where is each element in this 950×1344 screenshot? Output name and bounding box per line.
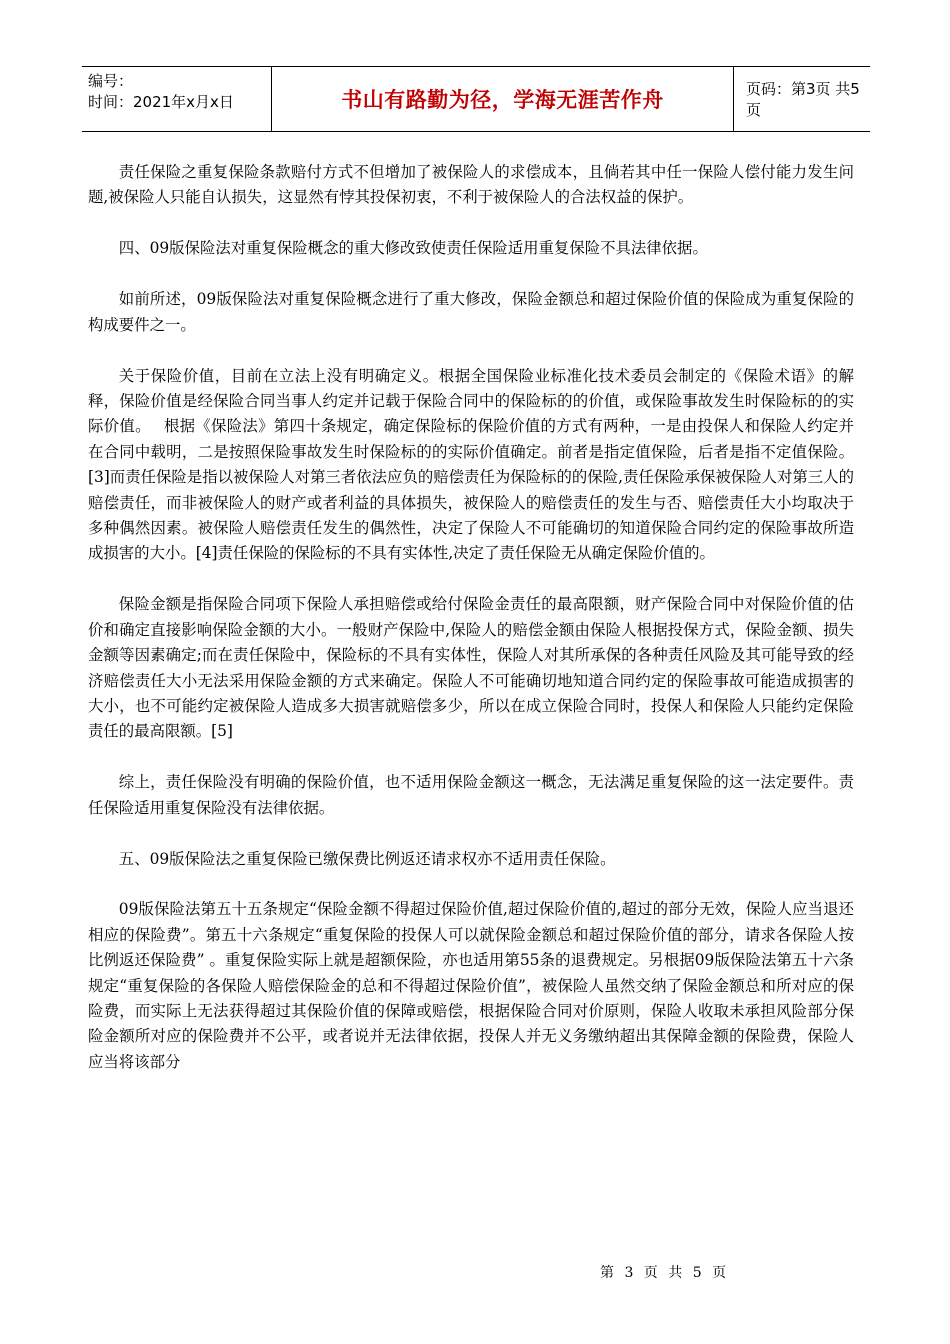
page-footer: 第 3 页 共 5 页 bbox=[600, 1265, 730, 1281]
section-heading: 五、09版保险法之重复保险已缴保费比例返还请求权亦不适用责任保险。 bbox=[118, 849, 616, 868]
paragraph: 保险金额是指保险合同项下保险人承担赔偿或给付保险金责任的最高限额，财产保险合同中对保险价值的估价和确定直接影响保险金额的大小。一般财产保险中,保险人的赔偿金额由保险人根据投保方式，保险金额、损失金额等因素确定;而在责任保险中，保险标的不具有实体性，保险人对其所承保的各种责任风险及其可能导致的经济赔偿责任大小无法采用保险金额的方式来确定。保险人不可能确切地知道合同约定的保险事故可能造成损害的大小，也不可能约定被保险人造成多大损害就赔偿多少，所以在成立保险合同时，投保人和保险人只能约定保险责任的最高限额。[5] bbox=[88, 595, 854, 741]
paragraph: 09版保险法第五十五条规定“保险金额不得超过保险价值,超过保险价值的,超过的部分无效，保险人应当退还相应的保险费”。第五十六条规定“重复保险的投保人可以就保险金额总和超过保险价值的部分，请求各保险人按比例返还保险费” 。重复保险实际上就是超额保险，亦也适用第55条的退费规定。另根据09版保险法第五十六条规定“重复保险的各保险人赔偿保险金的总和不得超过保险价值”，被保险人虽然交纳了保险金额总和所对应的保险费，而实际上无法获得超过其保险价值的保障或赔偿，根据保险合同对价原则，保险人收取未承担风险部分保险金额所对应的保险费并不公平，或者说并无法律依据，投保人并无义务缴纳超出其保障金额的保险费，保险人应当将该部分 bbox=[88, 900, 854, 1071]
page-header bbox=[82, 66, 870, 132]
number-label: 编号： bbox=[88, 72, 134, 90]
section-heading: 四、09版保险法对重复保险概念的重大修改致使责任保险适用重复保险不具法律依据。 bbox=[118, 239, 708, 258]
time-label: 时间：2021年x月x日 bbox=[88, 93, 234, 111]
document-body bbox=[88, 160, 854, 1101]
paragraph: 关于保险价值，目前在立法上没有明确定义。根据全国保险业标准化技术委员会制定的《保险术语》的解释，保险价值是经保险合同当事人约定并记载于保险合同中的保险标的的价值，或保险事故发生时保险标的的实际价值。 根据《保险法》第四十条规定，确定保险标的保险价值的方式有两种，一是由投保人和保险人约定并在合同中载明，二是按照保险事故发生时保险标的的实际价值确定。前者是指定值保险，后者是指不定值保险。[3]而责任保险是指以被保险人对第三者依法应负的赔偿责任为保险标的的保险,责任保险承保被保险人对第三人的赔偿责任，而非被保险人的财产或者利益的具体损失，被保险人的赔偿责任的发生与否、赔偿责任大小均取决于多种偶然因素。被保险人赔偿责任发生的偶然性，决定了保险人不可能确切的知道保险合同约定的保险事故所造成损害的大小。[4]责任保险的保险标的不具有实体性,决定了责任保险无从确定保险价值的。 bbox=[88, 366, 854, 563]
header-meta bbox=[82, 67, 272, 131]
paragraph: 如前所述，09版保险法对重复保险概念进行了重大修改，保险金额总和超过保险价值的保险成为重复保险的构成要件之一。 bbox=[88, 290, 854, 334]
header-page-info: 页码：第3页 共5页 bbox=[746, 80, 860, 119]
paragraph: 责任保险之重复保险条款赔付方式不但增加了被保险人的求偿成本，且倘若其中任一保险人偿付能力发生问题,被保险人只能自认损失，这显然有悖其投保初衷，不利于被保险人的合法权益的保护。 bbox=[88, 163, 854, 207]
paragraph: 综上，责任保险没有明确的保险价值，也不适用保险金额这一概念，无法满足重复保险的这一法定要件。责任保险适用重复保险没有法律依据。 bbox=[88, 773, 854, 817]
header-motto: 书山有路勤为径，学海无涯苦作舟 bbox=[272, 67, 734, 131]
